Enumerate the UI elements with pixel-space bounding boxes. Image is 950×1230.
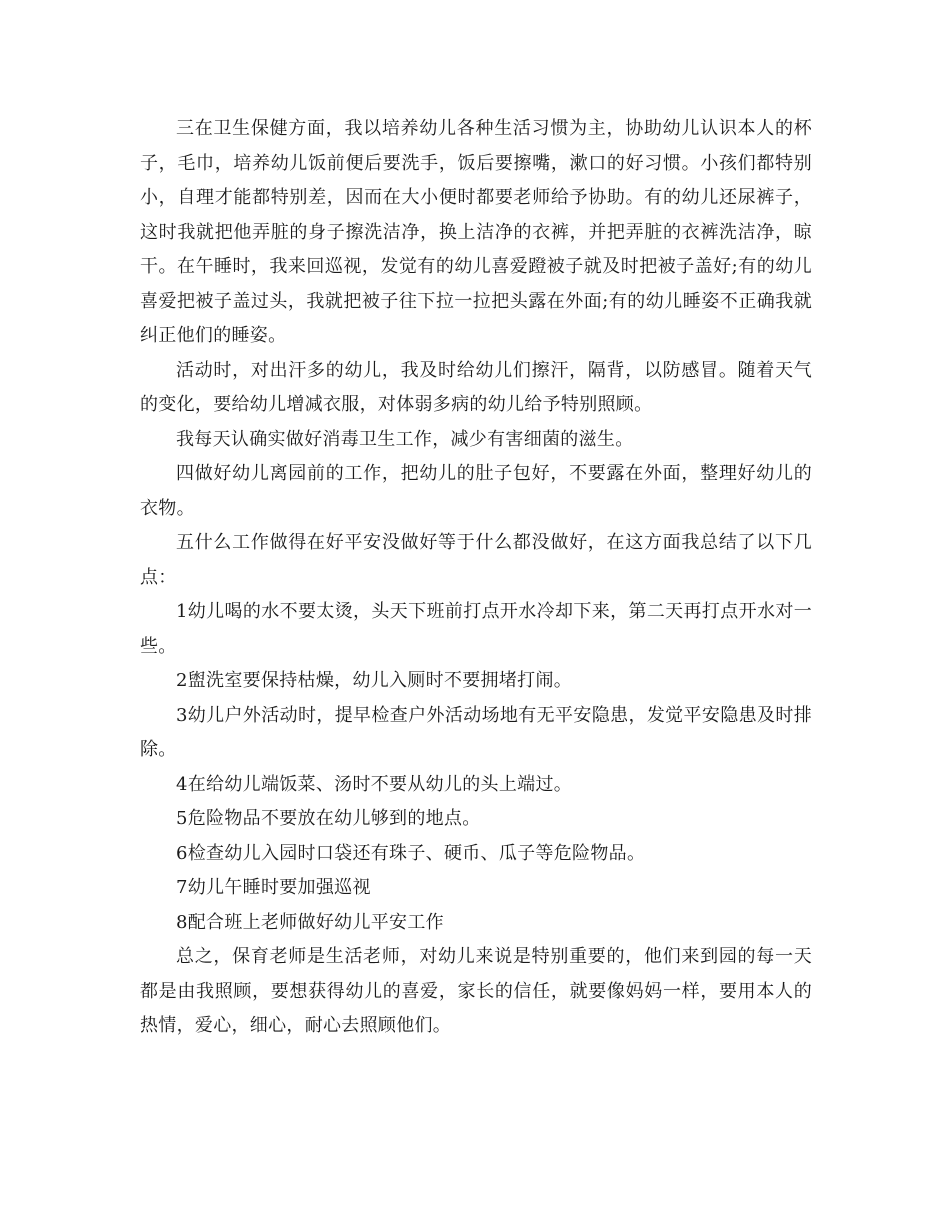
paragraph-hygiene-care: 三在卫生保健方面，我以培养幼儿各种生活习惯为主，协助幼儿认识本人的杯子，毛巾，培养幼儿饭前便后要洗手，饭后要擦嘴，漱口的好习惯。小孩们都特别小，自理才能都特别差，因而在大小便时都要老师给予协助。有的幼儿还尿裤子，这时我就把他弄脏的身子擦洗洁净，换上洁净的衣裤，并把弄脏的衣裤洗洁净，晾干。在午睡时，我来回巡视，发觉有的幼儿喜爱蹬被子就及时把被子盖好;有的幼儿喜爱把被子盖过头，我就把被子往下拉一拉把头露在外面;有的幼儿睡姿不正确我就纠正他们的睡姿。 <box>140 118 812 346</box>
list-item-safety-5: 5危险物品不要放在幼儿够到的地点。 <box>176 808 481 829</box>
paragraph-activity-care: 活动时，对出汗多的幼儿，我及时给幼儿们擦汗，隔背，以防感冒。随着天气的变化，要给幼儿增减衣服，对体弱多病的幼儿给予特别照顾。 <box>140 359 812 415</box>
list-item-safety-8: 8配合班上老师做好幼儿平安工作 <box>176 911 444 933</box>
document-body <box>140 112 812 1044</box>
list-item-safety-7: 7幼儿午睡时要加强巡视 <box>176 877 371 898</box>
list-item-safety-4: 4在给幼儿端饭菜、汤时不要从幼儿的头上端过。 <box>176 773 573 795</box>
paragraph-disinfection: 我每天认确实做好消毒卫生工作，减少有害细菌的滋生。 <box>176 428 634 450</box>
list-item-safety-1: 1幼儿喝的水不要太烫，头天下班前打点开水冷却下来，第二天再打点开水对一些。 <box>140 601 812 657</box>
list-item-safety-3: 3幼儿户外活动时，提早检查户外活动场地有无平安隐患，发觉平安隐患及时排除。 <box>140 704 812 760</box>
list-item-safety-6: 6检查幼儿入园时口袋还有珠子、硬币、瓜子等危险物品。 <box>176 842 646 864</box>
list-item-safety-2: 2盥洗室要保持枯燥，幼儿入厕时不要拥堵打闹。 <box>176 670 573 691</box>
paragraph-conclusion: 总之，保育老师是生活老师，对幼儿来说是特别重要的，他们来到园的每一天都是由我照顾，要想获得幼儿的喜爱，家长的信任，就要像妈妈一样，要用本人的热情，爱心，细心，耐心去照顾他们。 <box>140 946 812 1036</box>
paragraph-safety-intro: 五什么工作做得在好平安没做好等于什么都没做好，在这方面我总结了以下几点： <box>140 532 812 588</box>
paragraph-departure-prep: 四做好幼儿离园前的工作，把幼儿的肚子包好，不要露在外面，整理好幼儿的衣物。 <box>140 463 812 519</box>
